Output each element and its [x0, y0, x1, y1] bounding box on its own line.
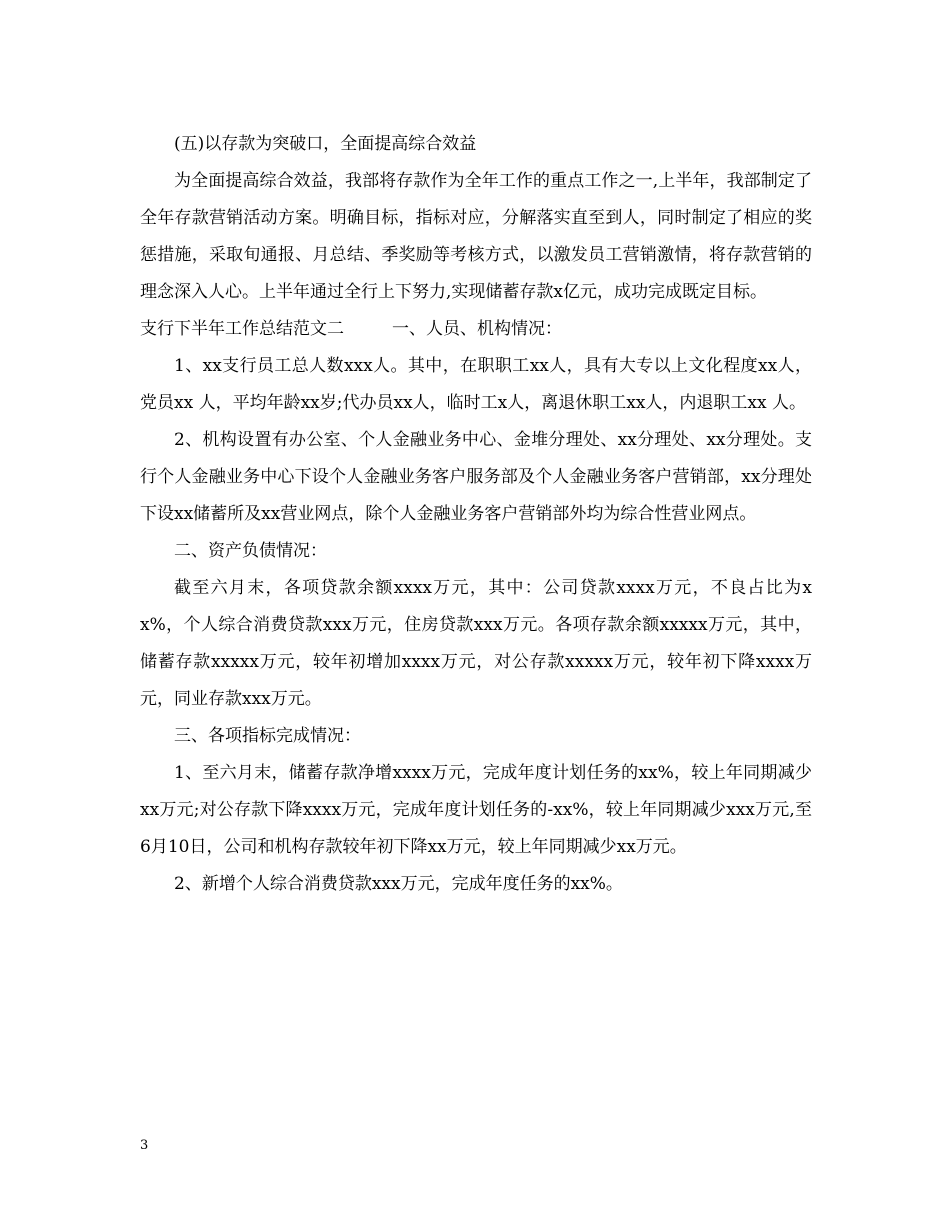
paragraph-consumer-loans: 2、新增个人综合消费贷款xxx万元，完成年度任务的xx%。	[174, 874, 623, 894]
paragraph-section-2-heading: 二、资产负债情况：	[174, 541, 327, 561]
paragraph-sample-two-heading	[140, 311, 812, 348]
paragraph-section-5-heading: (五)以存款为突破口，全面提高综合效益	[174, 134, 477, 154]
sample-title: 支行下半年工作总结范文二	[140, 319, 344, 339]
paragraph-savings-deposits: 1、至六月末，储蓄存款净增xxxx万元，完成年度计划任务的xx%，较上年同期减少xx万元;对公存款下降xxxx万元，完成年度计划任务的-xx%，较上年同期减少xxx万元,至6月10日，公司和机构存款较年初下降xx万元，较上年同期减少xx万元。	[140, 763, 812, 857]
paragraph-organization: 2、机构设置有办公室、个人金融业务中心、金堆分理处、xx分理处、xx分理处。支行个人金融业务中心下设个人金融业务客户服务部及个人金融业务客户营销部，xx分理处下设xx储蓄所及xx营业网点，除个人金融业务客户营销部外均为综合性营业网点。	[140, 430, 812, 524]
paragraph-staff-count: 1、xx支行员工总人数xxx人。其中，在职职工xx人，具有大专以上文化程度xx人，党员xx 人，平均年龄xx岁;代办员xx人，临时工x人，离退休职工xx人，内退职工xx 人。	[140, 356, 812, 413]
paragraph-deposit-summary: 为全面提高综合效益，我部将存款作为全年工作的重点工作之一,上半年，我部制定了全年存款营销活动方案。明确目标，指标对应，分解落实直至到人，同时制定了相应的奖惩措施，采取旬通报、月总结、季奖励等考核方式，以激发员工营销激情，将存款营销的理念深入人心。上半年通过全行上下努力,实现储蓄存款x亿元，成功完成既定目标。	[140, 171, 812, 302]
section-1-heading: 一、人员、机构情况：	[392, 319, 562, 339]
document-body	[140, 126, 812, 903]
page-number: 3	[140, 1138, 149, 1153]
paragraph-assets-liabilities: 截至六月末，各项贷款余额xxxx万元，其中：公司贷款xxxx万元，不良占比为xx%，个人综合消费贷款xxx万元，住房贷款xxx万元。各项存款余额xxxxx万元，其中，储蓄存款xxxxx万元，较年初增加xxxx万元，对公存款xxxxx万元，较年初下降xxxx万元，同业存款xxx万元。	[140, 578, 812, 709]
paragraph-section-3-heading: 三、各项指标完成情况：	[174, 726, 361, 746]
